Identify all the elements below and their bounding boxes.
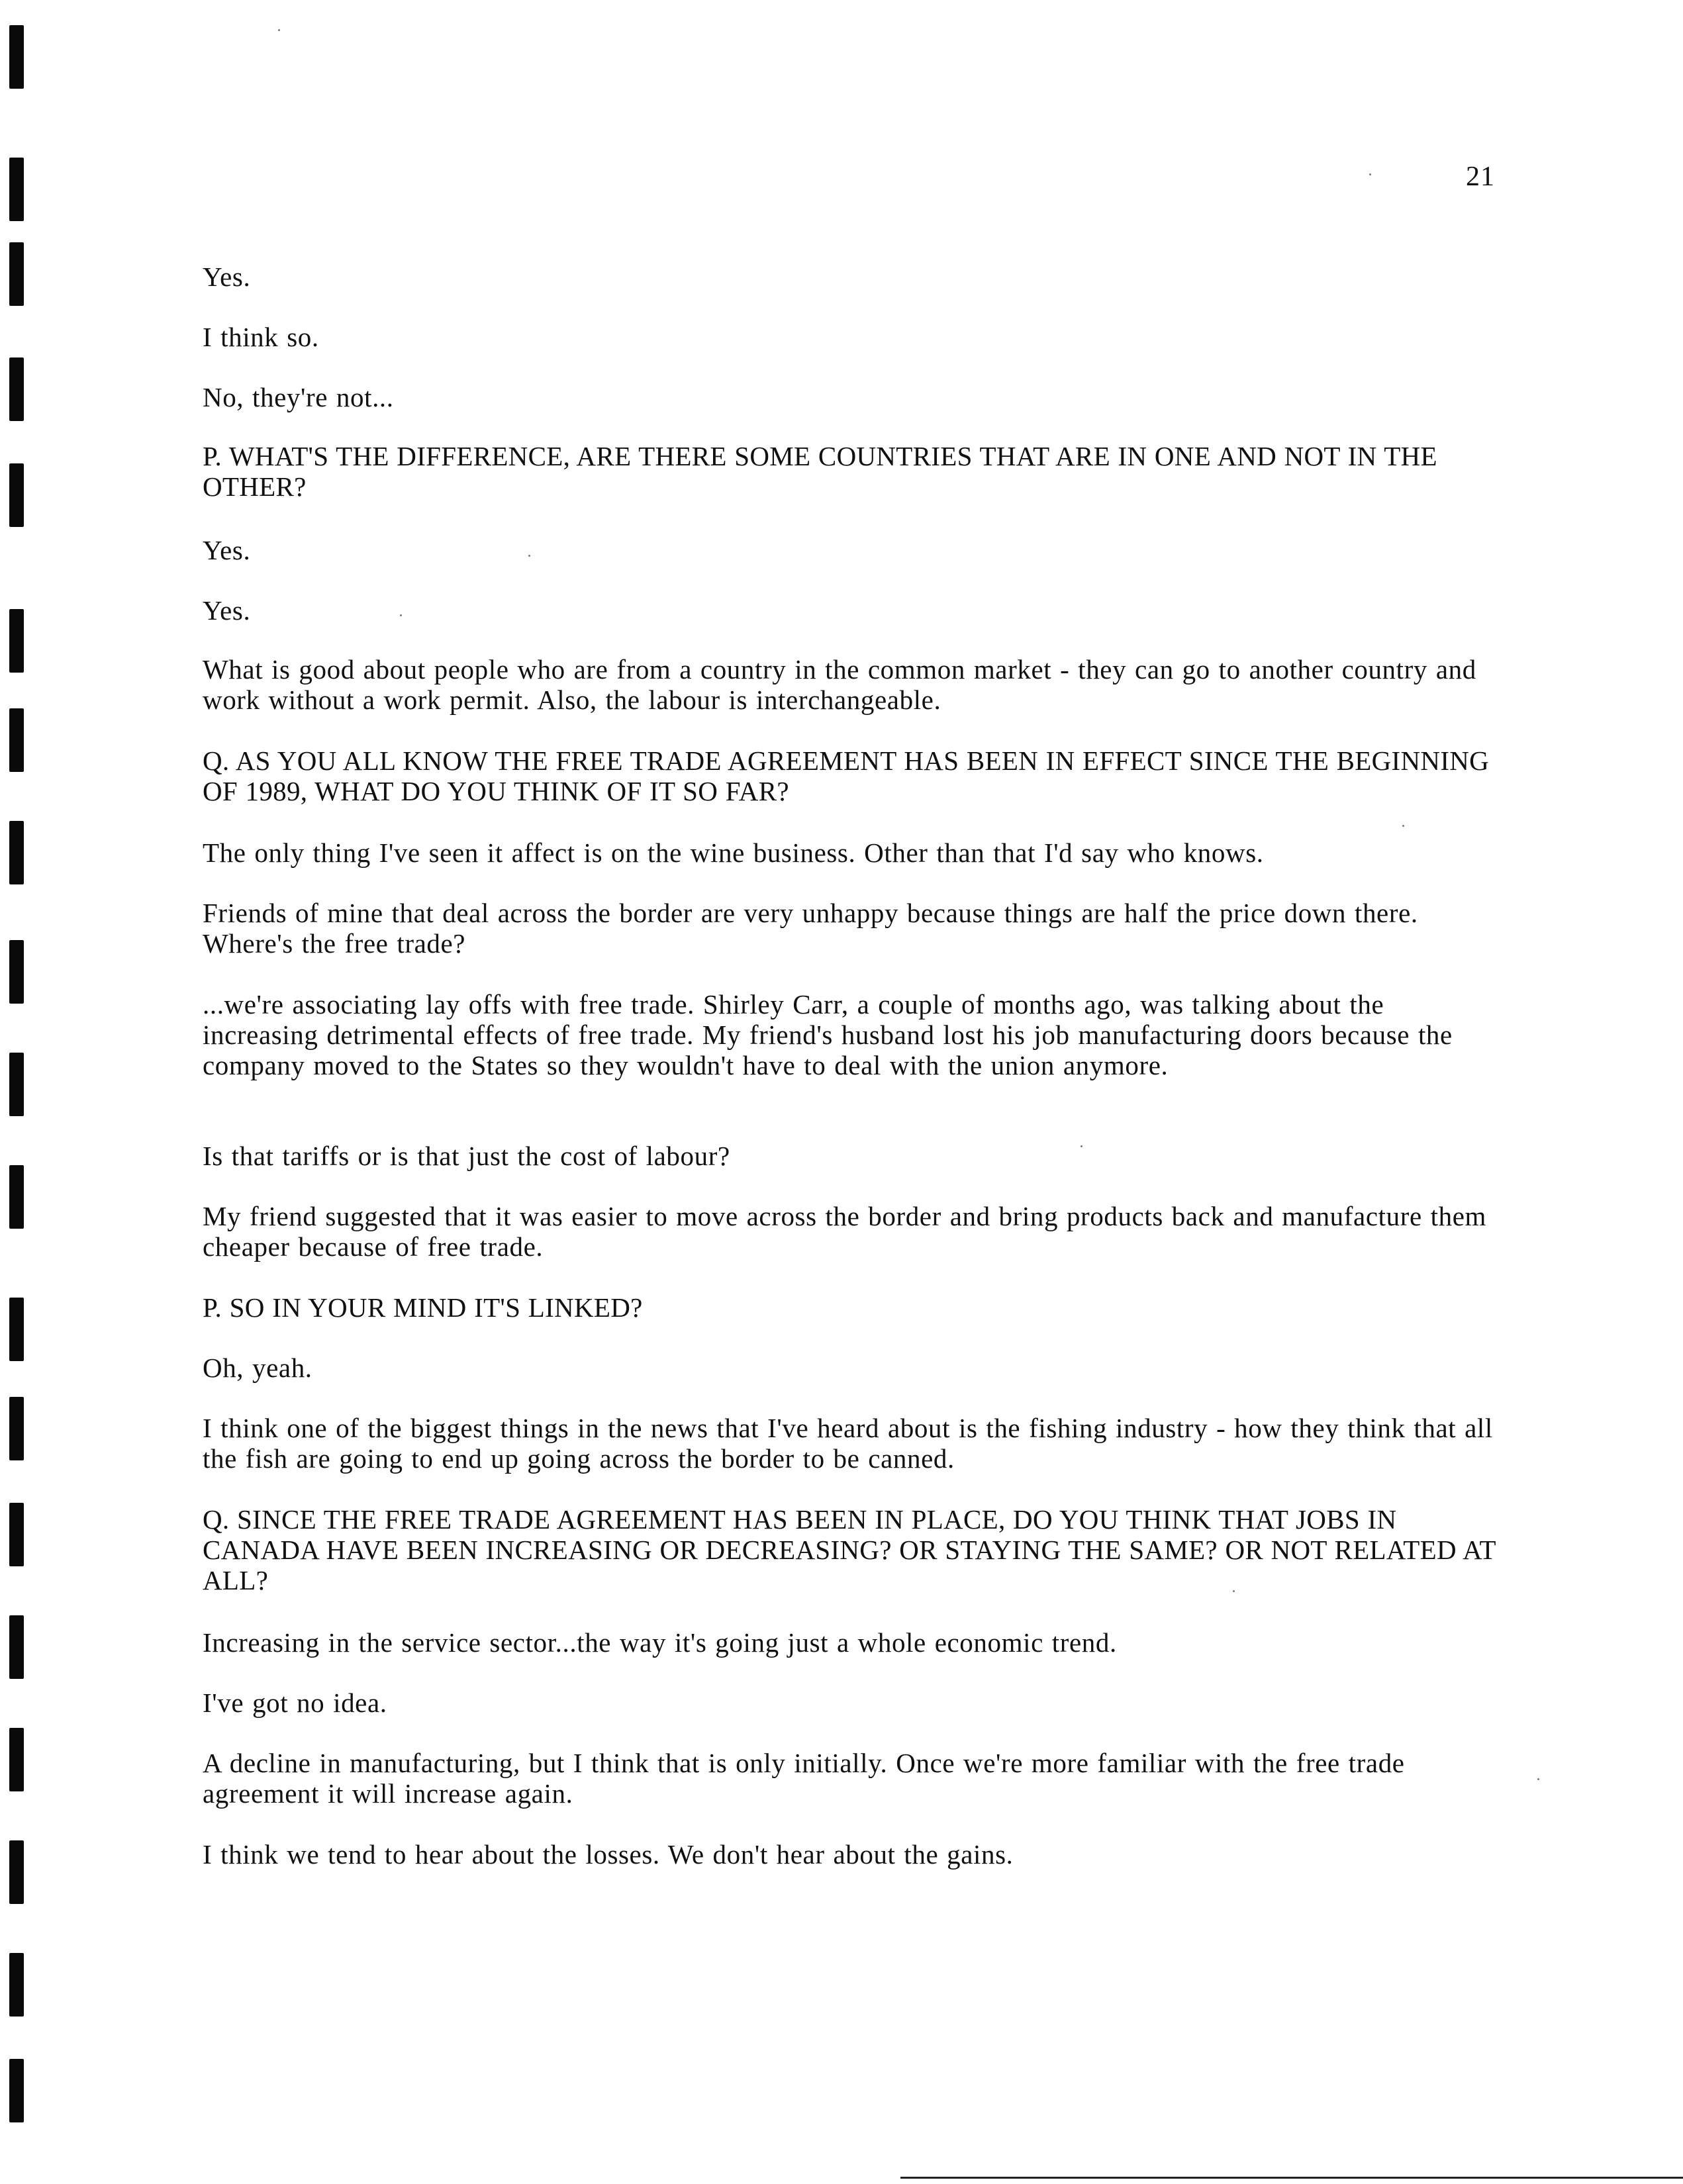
paragraph: I think one of the biggest things in the news that I've heard about is the fishing industry - how they think that all the fish are going to end up going across the border to be canned.: [203, 1413, 1493, 1474]
paragraph: I think we tend to hear about the losses. We don't hear about the gains.: [203, 1839, 1014, 1870]
paragraph: Yes.: [203, 595, 251, 626]
scan-speck: [1081, 1145, 1082, 1147]
scan-speck: [400, 614, 402, 616]
paragraph: ...we're associating lay offs with free trade. Shirley Carr, a couple of months ago, was talking about the increasing detrimental effects of free trade. My friend's husband lost his job manufacturing doors because the company moved to the States so they wouldn't have to deal with the union anymore.: [203, 989, 1453, 1080]
binder-mark: [9, 463, 24, 527]
binder-mark: [9, 1953, 24, 2017]
interviewer-prompt: P. WHAT'S THE DIFFERENCE, ARE THERE SOME COUNTRIES THAT ARE IN ONE AND NOT IN THE OTHER?: [203, 441, 1437, 502]
paragraph: Increasing in the service sector...the way it's going just a whole economic trend.: [203, 1627, 1117, 1658]
binder-mark: [9, 708, 24, 772]
binder-mark: [9, 1615, 24, 1679]
binder-mark: [9, 940, 24, 1004]
binder-mark: [9, 609, 24, 673]
binder-mark: [9, 158, 24, 221]
paragraph: Is that tariffs or is that just the cost of labour?: [203, 1141, 730, 1171]
binder-mark: [9, 2059, 24, 2122]
binder-mark: [9, 1165, 24, 1229]
binder-mark: [9, 357, 24, 421]
paragraph: I think so.: [203, 322, 319, 352]
paragraph: I've got no idea.: [203, 1687, 387, 1718]
paragraph: Yes.: [203, 261, 251, 292]
paragraph: My friend suggested that it was easier to move across the border and bring products back and manufacture them cheaper because of free trade.: [203, 1201, 1486, 1262]
binder-mark: [9, 25, 24, 89]
paragraph: Friends of mine that deal across the border are very unhappy because things are half the price down there. Where's the free trade?: [203, 898, 1418, 959]
interviewer-question: Q. AS YOU ALL KNOW THE FREE TRADE AGREEMENT HAS BEEN IN EFFECT SINCE THE BEGINNING OF 1989, WHAT DO YOU THINK OF IT SO FAR?: [203, 745, 1490, 806]
binder-mark: [9, 1840, 24, 1904]
interviewer-prompt: P. SO IN YOUR MIND IT'S LINKED?: [203, 1292, 643, 1323]
interviewer-question: Q. SINCE THE FREE TRADE AGREEMENT HAS BEEN IN PLACE, DO YOU THINK THAT JOBS IN CANADA HAVE BEEN INCREASING OR DECREASING? OR STAYING THE SAME? OR NOT RELATED AT ALL?: [203, 1504, 1496, 1595]
paragraph: A decline in manufacturing, but I think that is only initially. Once we're more familiar with the free trade agreement it will increase again.: [203, 1748, 1405, 1809]
binder-mark: [9, 1053, 24, 1116]
paragraph: No, they're not...: [203, 382, 394, 412]
scan-speck: [1402, 825, 1404, 827]
binder-mark: [9, 1728, 24, 1791]
paragraph: Oh, yeah.: [203, 1353, 313, 1383]
binder-mark: [9, 242, 24, 306]
binder-mark: [9, 821, 24, 884]
binder-mark: [9, 1298, 24, 1361]
bottom-rule: [900, 2177, 1683, 2179]
scan-speck: [1233, 1590, 1235, 1592]
paragraph: What is good about people who are from a country in the common market - they can go to another country and work without a work permit. Also, the labour is interchangeable.: [203, 654, 1476, 715]
paragraph: The only thing I've seen it affect is on the wine business. Other than that I'd say who knows.: [203, 837, 1264, 868]
binder-mark: [9, 1397, 24, 1460]
binder-mark: [9, 1503, 24, 1566]
scan-speck: [1537, 1778, 1539, 1780]
scan-speck: [528, 555, 530, 557]
scan-speck: [1369, 173, 1371, 175]
paragraph: Yes.: [203, 535, 251, 565]
scan-speck: [278, 29, 280, 31]
page-number: 21: [1466, 162, 1495, 192]
